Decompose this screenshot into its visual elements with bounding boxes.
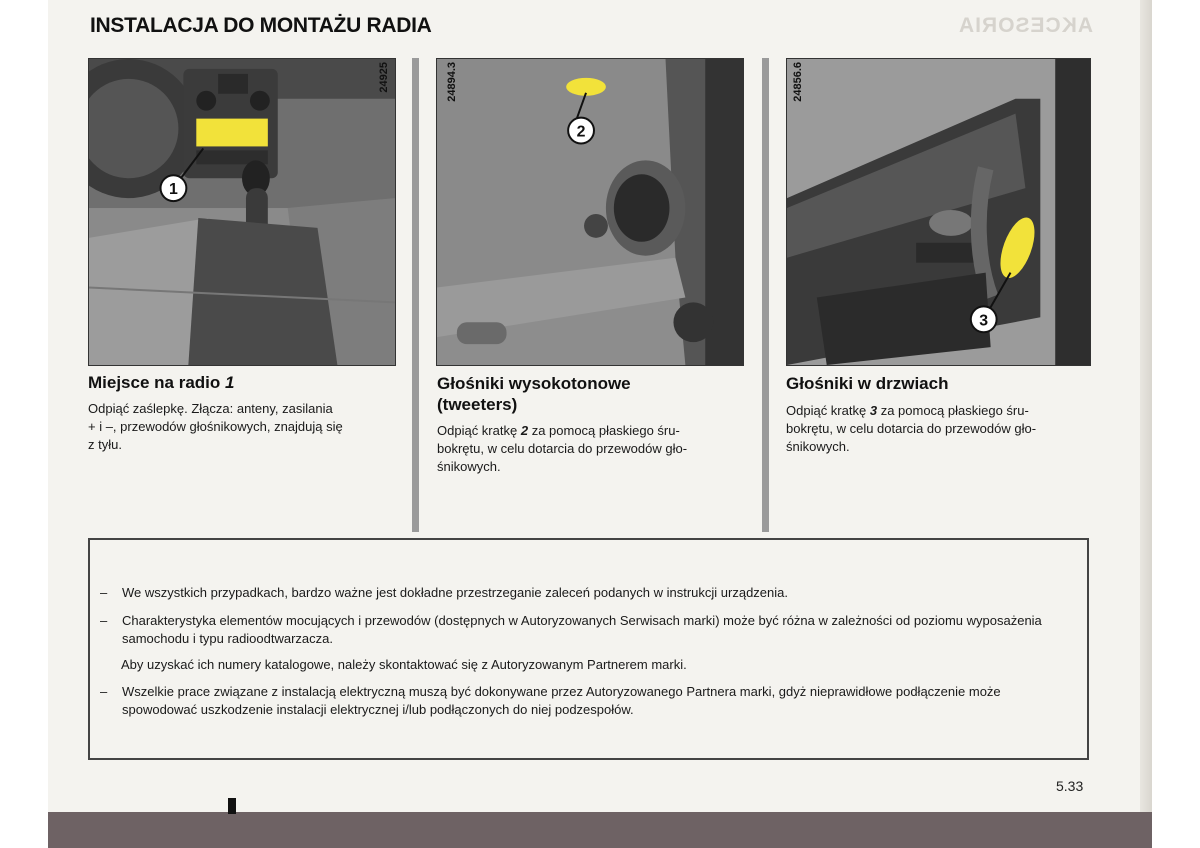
callout-1: 1 bbox=[169, 181, 178, 199]
page-number: 5.33 bbox=[1056, 778, 1084, 794]
figure-ref-code: 24894.3 bbox=[446, 62, 458, 102]
page-edge bbox=[1140, 0, 1152, 812]
column-separator bbox=[412, 58, 419, 532]
column-separator bbox=[762, 58, 769, 532]
binding-mark bbox=[228, 798, 236, 814]
figure-ref-code: 24856.6 bbox=[792, 62, 804, 102]
section-title-tweeters: Głośniki wysokotonowe (tweeters) bbox=[437, 374, 631, 414]
section-text-tweeters: Odpiąć kratkę 2 za pomocą płaskiego śru- bokrętu, w celu dotarcia do przewodów gło- śnikowych. bbox=[437, 423, 688, 474]
photo-radio-slot bbox=[88, 58, 396, 366]
section-text-radio: Odpiąć zaślepkę. Złącza: anteny, zasilania + i –, przewodów głośnikowych, znajdują się z tyłu. bbox=[88, 401, 343, 452]
section-title-radio: Miejsce na radio 1 bbox=[88, 373, 235, 392]
page-title: INSTALACJA DO MONTAŻU RADIA bbox=[90, 14, 432, 37]
photo-door-speaker bbox=[786, 58, 1091, 366]
photo-tweeter bbox=[436, 58, 744, 366]
section-tab-bleedthrough: AKCESORIA bbox=[958, 14, 1094, 37]
highlight-radio-slot bbox=[196, 119, 268, 147]
callout-3: 3 bbox=[979, 312, 989, 330]
figure-ref-code: 24925 bbox=[378, 62, 390, 93]
section-text-door-speakers: Odpiąć kratkę 3 za pomocą płaskiego śru- bokrętu, w celu dotarcia do przewodów gło- śnikowych. bbox=[786, 403, 1037, 454]
left-margin bbox=[0, 0, 48, 848]
section-title-door-speakers: Głośniki w drzwiach bbox=[786, 374, 949, 393]
page-bottom-edge bbox=[48, 812, 1152, 848]
callout-2: 2 bbox=[576, 123, 586, 141]
notice-box: – We wszystkich przypadkach, bardzo ważne jest dokładne przestrzeganie zaleceń podanych w instrukcji urządzenia. – Charakterystyka elementów mocujących i przewodów (dostępnych w Autoryzowanych Serwisach marki) może być różna w zależności od poziomu wyposażenia samochodu i typu radioodtwarzacza. Aby uzyskać ich numery katalogowe, należy skontaktować się z Autoryzowanym Partnerem marki. – Wszelkie prace związane z instalacją elektryczną muszą być dokonywane przez Autoryzowanego Partnera marki, gdyż nieprawidłowe podłączenie może spowodować uszkodzenie instalacji elektrycznej i/lub podłączonych do niej podzespołów. bbox=[88, 538, 1089, 760]
right-margin bbox=[1152, 0, 1200, 848]
